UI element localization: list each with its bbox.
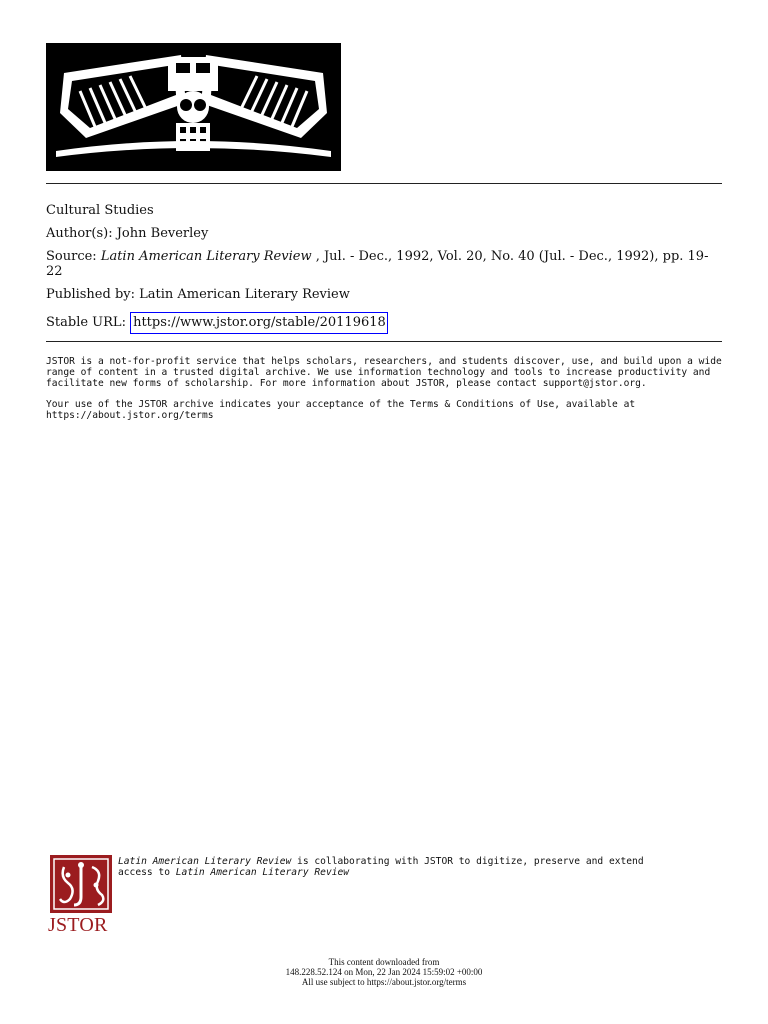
- terms-notice: Your use of the JSTOR archive indicates your acceptance of the Terms & Conditions of Use, available at https://about.jstor.org/terms: [46, 399, 636, 421]
- top-divider: [46, 183, 722, 184]
- jstor-emblem-graphic: [50, 855, 112, 913]
- bottom-divider: [46, 341, 722, 342]
- stable-url-link[interactable]: https://www.jstor.org/stable/20119618: [130, 312, 388, 334]
- source-details: , Jul. - Dec., 1992, Vol. 20, No. 40 (Jul. - Dec., 1992), pp. 19-22: [46, 249, 709, 279]
- collab-journal-2: Latin American Literary Review: [175, 867, 350, 878]
- emblem-graphic: [46, 43, 341, 171]
- source-journal: Latin American Literary Review: [100, 249, 312, 264]
- journal-emblem-logo: [46, 43, 341, 171]
- footer-line-2: 148.228.52.124 on Mon, 22 Jan 2024 15:59:02 +00:00: [285, 967, 483, 977]
- stable-url-label: Stable URL:: [46, 315, 131, 330]
- collab-journal: Latin American Literary Review: [118, 856, 292, 867]
- jstor-wordmark: JSTOR: [48, 914, 108, 936]
- footer-line-3: All use subject to https://about.jstor.org/terms: [301, 977, 467, 987]
- jstor-notice: JSTOR is a not-for-profit service that helps scholars, researchers, and students discover, use, and build upon a wide range of content in a trusted digital archive. We use information technology and tools to increase productivity and facilitate new forms of scholarship. For more information about JSTOR, please contact support@jstor.org.: [46, 356, 722, 389]
- collab-access-text: access to: [118, 867, 176, 878]
- article-title: Cultural Studies: [46, 203, 154, 218]
- article-author: Author(s): John Beverley: [46, 226, 209, 241]
- collaboration-statement: [118, 856, 718, 878]
- download-footer: [0, 957, 768, 987]
- article-source: [46, 249, 722, 279]
- source-label: Source:: [46, 249, 101, 264]
- collab-text: is collaborating with JSTOR to digitize, preserve and extend: [291, 856, 644, 867]
- stable-url-line: [46, 312, 722, 334]
- article-publisher: Published by: Latin American Literary Review: [46, 287, 350, 302]
- footer-line-1: This content downloaded from: [328, 957, 440, 967]
- jstor-logo-icon: [50, 855, 112, 913]
